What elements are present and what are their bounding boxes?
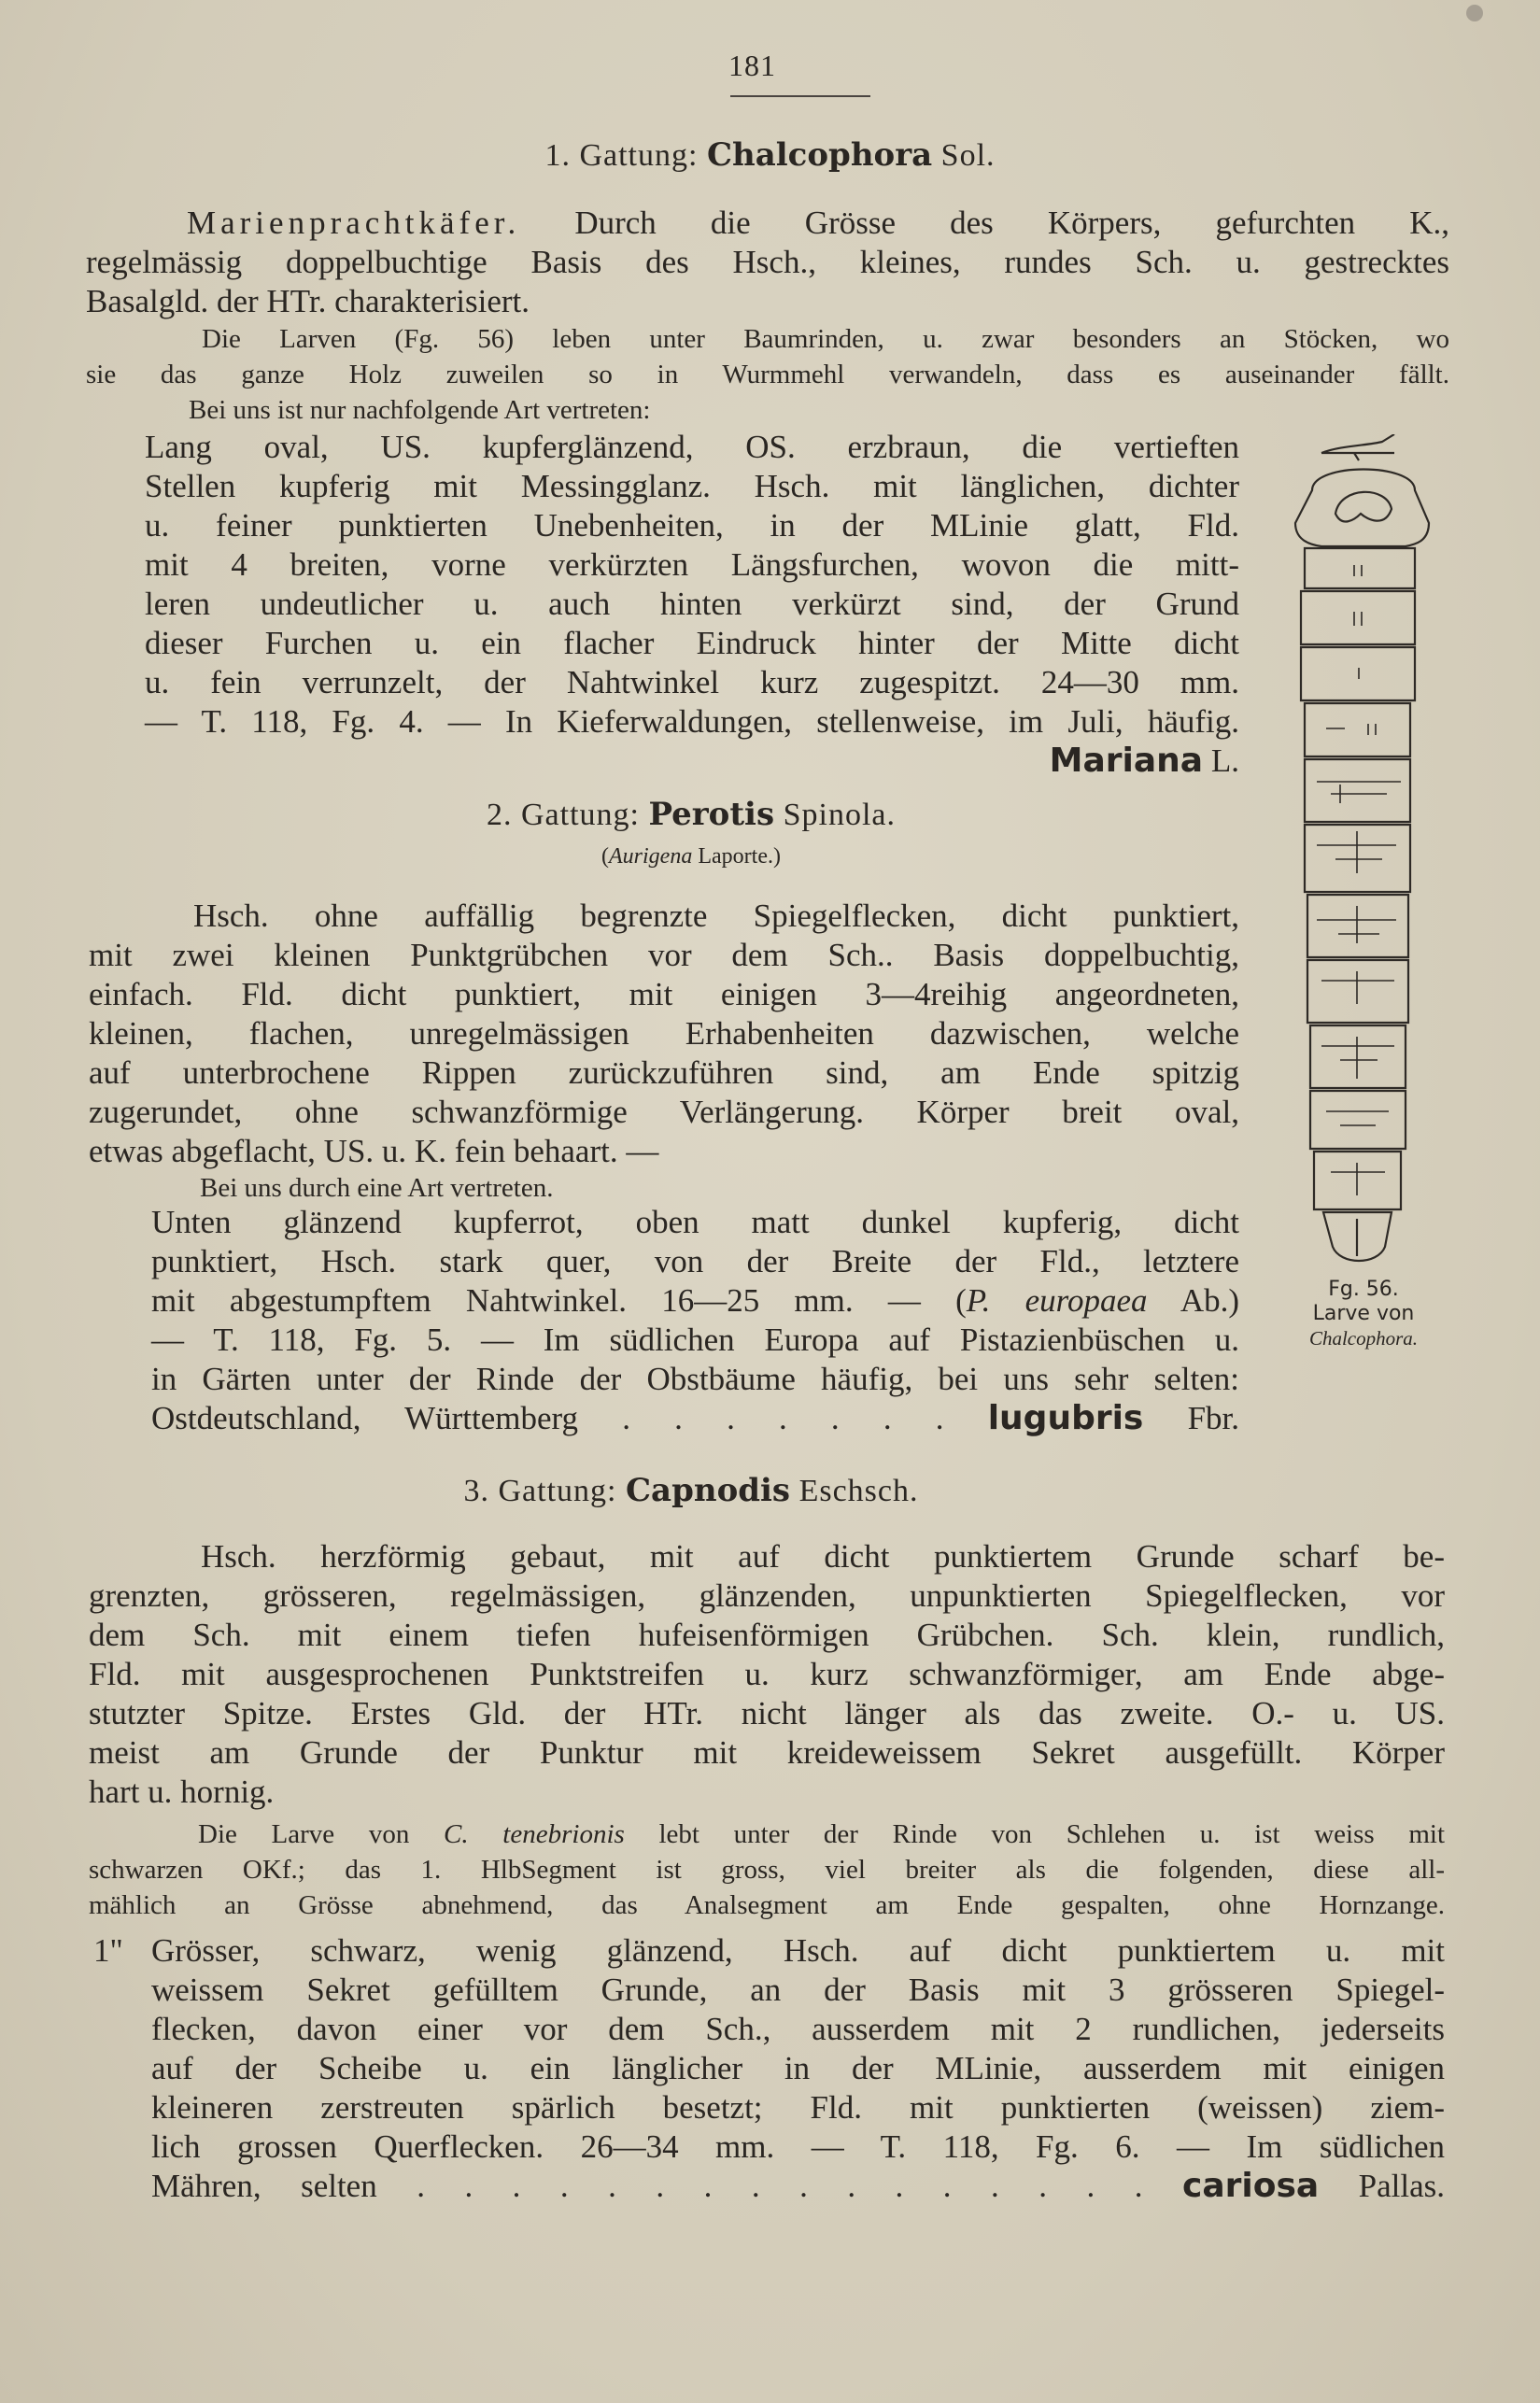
genus1-desc-line: leren undeutlicher u. auch hinten verkürzt sind, der Grund [145, 586, 1239, 622]
genus1-desc-line: Stellen kupferig mit Messingglanz. Hsch. mit länglichen, dichter [145, 468, 1239, 504]
genus2-desc-line: kleinen, flachen, unregelmässigen Erhabenheiten dazwischen, welche [89, 1015, 1239, 1052]
genus3-desc-line: meist am Grunde der Punktur mit kreideweissem Sekret ausgefüllt. Körper [89, 1734, 1445, 1771]
genus1-species-note: Bei uns ist nur nachfolgende Art vertreten: [189, 395, 651, 425]
genus2-desc-line: etwas abgeflacht, US. u. K. fein behaart. — [89, 1133, 659, 1169]
figure-caption-text: Larve von [1312, 1302, 1415, 1325]
genus2-species-line: in Gärten unter der Rinde der Obstbäume häufig, bei uns sehr selten: [151, 1361, 1239, 1397]
genus3-larva-line: schwarzen OKf.; das 1. HlbSegment ist gross, viel breiter als die folgenden, diese all- [89, 1855, 1445, 1885]
genus1-intro-line1-text: Durch die Grösse des Körpers, gefurchten K., [574, 205, 1450, 241]
genus2-species-line3 [151, 1281, 1239, 1321]
genus1-species-description [145, 428, 1239, 781]
genus3-larva-end: lebt unter der Rinde von Schlehen u. ist weiss mit [658, 1819, 1446, 1849]
genus3-desc-line: dem Sch. mit einem tiefen hufeisenförmigen Grübchen. Sch. klein, rundlich, [89, 1617, 1445, 1653]
genus3-key-last-text: Mähren, selten . . . . . . . . . . . . . . . . [151, 2168, 1143, 2204]
genus3-key-line: flecken, davon einer vor dem Sch., ausserdem mit 2 rundlichen, jederseits [151, 2011, 1445, 2047]
genus3-desc-line: stutzter Spitze. Erstes Gld. der HTr. nicht länger als das zweite. O.- u. US. [89, 1695, 1445, 1732]
genus2-description [89, 897, 1239, 1171]
genus2-synonym-open: ( [601, 844, 610, 869]
genus3-larva-italic: C. tenebrionis [444, 1819, 625, 1849]
genus2-species-line: punktiert, Hsch. stark quer, von der Breite der Fld., letztere [151, 1243, 1239, 1279]
genus3-species-name: cariosa [1181, 2167, 1320, 2205]
genus2-desc-line: zugerundet, ohne schwanzförmige Verlängerung. Körper breit oval, [89, 1094, 1239, 1130]
genus3-key-description [151, 1931, 1445, 2206]
genus1-desc-line: dieser Furchen u. ein flacher Eindruck hinter der Mitte dicht [145, 625, 1239, 661]
page-number: 181 [728, 49, 776, 82]
genus2-synonym-author: Laporte.) [698, 844, 781, 869]
ink-speck [1466, 5, 1483, 21]
genus2-desc-line: mit zwei kleinen Punktgrübchen vor dem Sch.. Basis doppelbuchtig, [89, 937, 1239, 973]
genus2-species-last-line [151, 1399, 1239, 1438]
genus3-desc-last: hart u. hornig. [89, 1774, 275, 1810]
figure-caption [1270, 1278, 1457, 1350]
genus2-synonym-name: Aurigena [609, 844, 693, 869]
genus1-heading-author: Sol. [940, 138, 996, 173]
genus2-synonym [0, 844, 1382, 869]
genus3-heading-prefix: 3. Gattung: [463, 1474, 617, 1508]
genus3-desc-line: Hsch. herzförmig gebaut, mit auf dicht punktiertem Grunde scharf be- [201, 1538, 1445, 1575]
genus2-species-name: lugubris [987, 1399, 1144, 1437]
genus1-species [145, 742, 1239, 781]
genus3-desc-line: Fld. mit ausgesprochenen Punktstreifen u. kurz schwanzförmiger, am Ende abge- [89, 1656, 1445, 1692]
genus1-larva-line1: Die Larven (Fg. 56) leben unter Baumrinden, u. zwar besonders an Stöcken, wo [202, 324, 1449, 354]
genus1-desc-line: Lang oval, US. kupferglänzend, OS. erzbraun, die vertieften [145, 429, 1239, 465]
genus3-heading [0, 1472, 1382, 1509]
genus2-heading-name: Perotis [648, 796, 775, 833]
genus3-key-line: auf der Scheibe u. ein länglicher in der MLinie, ausserdem mit einigen [151, 2050, 1445, 2086]
genus3-heading-name: Capnodis [625, 1472, 791, 1509]
genus2-heading-author: Spinola. [783, 798, 897, 832]
genus1-heading-prefix: 1. Gattung: [544, 138, 699, 173]
genus3-key-line: kleineren zerstreuten spärlich besetzt; Fld. mit punktierten (weissen) ziem- [151, 2089, 1445, 2126]
genus2-species-line3-end: Ab.) [1180, 1282, 1239, 1319]
genus2-species-line: — T. 118, Fg. 5. — Im südlichen Europa auf Pistazienbüschen u. [151, 1322, 1239, 1358]
page-number-rule [730, 95, 870, 97]
genus2-species-line3-italic: P. europaea [966, 1282, 1148, 1319]
genus1-desc-line: u. fein verrunzelt, der Nahtwinkel kurz zugespitzt. 24—30 mm. [145, 664, 1239, 700]
genus3-species-author: Pallas. [1358, 2168, 1446, 2204]
genus2-heading [0, 796, 1382, 833]
genus3-key-line: lich grossen Querflecken. 26—34 mm. — T. 118, Fg. 6. — Im südlichen [151, 2128, 1445, 2165]
genus1-species-author: L. [1210, 742, 1239, 779]
genus3-heading-author: Eschsch. [798, 1474, 919, 1508]
genus2-desc-line: auf unterbrochene Rippen zurückzuführen sind, am Ende spitzig [89, 1054, 1239, 1091]
genus2-species-last-text: Ostdeutschland, Württemberg . . . . . . . [151, 1400, 944, 1436]
genus3-key-marker: 1" [93, 1932, 123, 1969]
genus2-species-description [151, 1203, 1239, 1438]
genus1-larva-note [86, 321, 1449, 392]
genus2-species-line3-start: mit abgestumpftem Nahtwinkel. 16—25 mm. — ( [151, 1282, 967, 1319]
genus3-key-line: weissem Sekret gefülltem Grunde, an der Basis mit 3 grösseren Spiegel- [151, 1972, 1445, 2008]
genus1-intro-line1 [86, 204, 1449, 243]
genus1-heading-name: Chalcophora [706, 136, 933, 174]
genus3-larva-start: Die Larve von [198, 1819, 410, 1849]
genus1-desc-line: u. feiner punktierten Unebenheiten, in der MLinie glatt, Fld. [145, 507, 1239, 544]
larva-figure [1275, 434, 1452, 1275]
genus1-intro [86, 204, 1449, 321]
genus3-description [89, 1537, 1445, 1812]
genus1-intro-line3: Basalgld. der HTr. charakterisiert. [86, 283, 530, 319]
genus2-heading-prefix: 2. Gattung: [486, 798, 640, 832]
genus3-desc-line: grenzten, grösseren, regelmässigen, glänzenden, unpunktierten Spiegelflecken, vor [89, 1577, 1445, 1614]
genus3-larva-line1 [89, 1816, 1445, 1852]
genus1-desc-line: — T. 118, Fg. 4. — In Kieferwaldungen, stellenweise, im Juli, häufig. [145, 703, 1239, 740]
figure-number: Fg. 56. [1328, 1278, 1399, 1301]
genus3-larva-line: mählich an Grösse abnehmend, das Analsegment am Ende gespalten, ohne Hornzange. [89, 1890, 1445, 1920]
genus2-species-line: Unten glänzend kupferrot, oben matt dunkel kupferig, dicht [151, 1204, 1239, 1240]
genus3-key-last-line [151, 2167, 1445, 2206]
genus2-species-note: Bei uns durch eine Art vertreten. [200, 1173, 554, 1203]
genus1-intro-word: Marienprachtkäfer. [187, 205, 521, 241]
genus1-heading [0, 136, 1540, 174]
genus1-species-name: Mariana [1049, 742, 1204, 780]
genus2-desc-line: Hsch. ohne auffällig begrenzte Spiegelflecken, dicht punktiert, [193, 898, 1239, 934]
genus3-larva-note [89, 1816, 1445, 1923]
genus1-intro-line2: regelmässig doppelbuchtige Basis des Hsch., kleines, rundes Sch. u. gestrecktes [86, 244, 1449, 280]
genus1-larva-line2: sie das ganze Holz zuweilen so in Wurmmehl verwandeln, dass es auseinander fällt. [86, 360, 1449, 389]
figure-caption-genus: Chalcophora. [1308, 1327, 1419, 1350]
genus3-key-line: Grösser, schwarz, wenig glänzend, Hsch. auf dicht punktiertem u. mit [151, 1932, 1445, 1969]
genus1-desc-line: mit 4 breiten, vorne verkürzten Längsfurchen, wovon die mitt- [145, 546, 1239, 583]
genus2-desc-line: einfach. Fld. dicht punktiert, mit einigen 3—4reihig angeordneten, [89, 976, 1239, 1012]
genus2-species-author: Fbr. [1187, 1400, 1240, 1436]
